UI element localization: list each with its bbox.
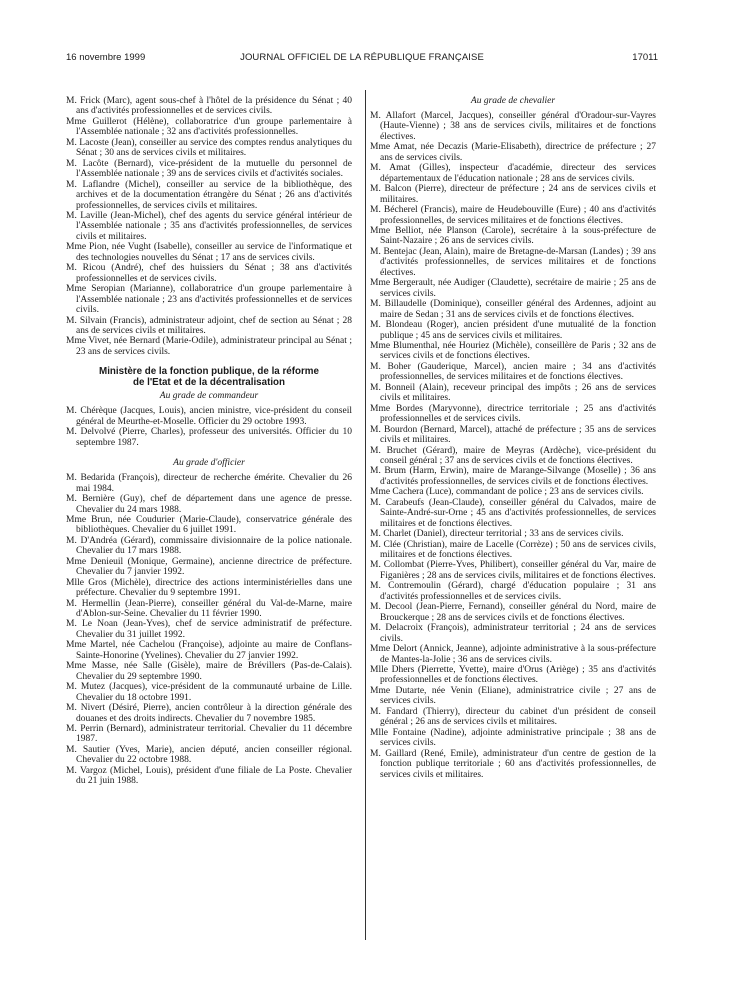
left-column [66, 96, 352, 787]
list-item: M. Amat (Gilles), inspecteur d'académie, directeur des services départementaux de l'éducation nationale ; 28 ans de services civils. [370, 163, 656, 184]
header-date: 16 novembre 1999 [66, 52, 146, 63]
list-item: M. Perrin (Bernard), administrateur territorial. Chevalier du 11 décembre 1987. [66, 724, 352, 745]
header-page-number: 17011 [632, 52, 658, 63]
list-item: Mme Brun, née Coudurier (Marie-Claude), conservatrice générale des bibliothèques. Chevalier du 6 juillet 1991. [66, 514, 352, 536]
list-item: Mme Pion, née Vught (Isabelle), conseiller au service de l'informatique et des technologies nouvelles du Sénat ; 17 ans de services civils. [66, 242, 352, 263]
entries-officier [66, 473, 352, 787]
list-item: Mme Vivet, née Bernard (Marie-Odile), administrateur principal au Sénat ; 23 ans de services civils. [66, 336, 352, 357]
list-item: M. Bécherel (Francis), maire de Heudebouville (Eure) ; 40 ans d'activités professionnelles, de services militaires et de fonctions électives. [370, 205, 656, 226]
list-item: M. Bruchet (Gérard), maire de Meyras (Ardèche), vice-président du conseil général ; 37 ans de services civils et de fonctions électives. [370, 445, 656, 466]
list-item: M. Decool (Jean-Pierre, Fernand), conseiller général du Nord, maire de Brouckerque ; 28 ans de services civils et de fonctions électives. [370, 602, 656, 623]
list-item: M. Bourdon (Bernard, Marcel), attaché de préfecture ; 35 ans de services civils et militaires. [370, 424, 656, 446]
list-item: M. Bernière (Guy), chef de département dans une agence de presse. Chevalier du 24 mars 1988. [66, 494, 352, 515]
list-item: M. Laville (Jean-Michel), chef des agents du service général intérieur de l'Assemblée nationale ; 35 ans d'activités professionnelles, de services civils et militaires. [66, 210, 352, 242]
list-item: M. Billaudelle (Dominique), conseiller général des Ardennes, adjoint au maire de Sedan ; 31 ans de services civils et de fonctions électives. [370, 299, 656, 320]
list-item: M. Collombat (Pierre-Yves, Philibert), conseiller général du Var, maire de Figanières ; 28 ans de services civils, militaires et de fonctions électives. [370, 560, 656, 581]
list-item: Mme Belliot, née Planson (Carole), secrétaire à la sous-préfecture de Saint-Nazaire ; 26 ans de services civils. [370, 225, 656, 247]
list-item: M. Silvain (Francis), administrateur adjoint, chef de section au Sénat ; 28 ans de services civils et militaires. [66, 315, 352, 336]
header-title: JOURNAL OFFICIEL DE LA RÉPUBLIQUE FRANÇAISE [240, 52, 484, 63]
list-item: M. Delvolvé (Pierre, Charles), professeur des universités. Officier du 10 septembre 1987. [66, 427, 352, 448]
list-item: M. Brum (Harm, Erwin), maire de Marange-Silvange (Moselle) ; 36 ans d'activités professionnelles, de services civils et de fonctions électives. [370, 466, 656, 487]
list-item: M. Mutez (Jacques), vice-président de la communauté urbaine de Lille. Chevalier du 18 octobre 1991. [66, 682, 352, 703]
grade-officier-heading: Au grade d'officier [173, 458, 245, 469]
entries-chevalier [370, 111, 656, 780]
list-item: Mme Cachera (Luce), commandant de police ; 23 ans de services civils. [370, 487, 644, 498]
list-item: M. Ricou (André), chef des huissiers du Sénat ; 38 ans d'activités professionnelles et de services civils. [66, 263, 352, 284]
list-item: M. Vargoz (Michel, Louis), président d'une filiale de La Poste. Chevalier du 21 juin 1988. [66, 765, 352, 787]
list-item: M. Nivert (Désiré, Pierre), ancien contrôleur à la direction générale des douanes et des droits indirects. Chevalier du 7 novembre 1985. [66, 703, 352, 724]
list-item: M. Allafort (Marcel, Jacques), conseiller général d'Oradour-sur-Vayres (Haute-Vienne) ; 38 ans de services civils, militaires et de fonctions électives. [370, 111, 656, 142]
entries-commandeur [66, 406, 352, 448]
list-item: M. Bentejac (Jean, Alain), maire de Bretagne-de-Marsan (Landes) ; 39 ans d'activités professionnelles, de services militaires et de fonctions électives. [370, 246, 656, 278]
list-item: M. Chérèque (Jacques, Louis), ancien ministre, vice-président du conseil général de Meurthe-et-Moselle. Officier du 29 octobre 1993. [66, 406, 352, 427]
list-item: M. Contremoulin (Gérard), chargé d'éducation populaire ; 31 ans d'activités professionnelles et de services civils. [370, 581, 656, 602]
list-item: Mlle Dhers (Pierrette, Yvette), maire d'Orus (Ariège) ; 35 ans d'activités professionnelles et de fonctions électives. [370, 665, 656, 686]
list-item: M. Hermellin (Jean-Pierre), conseiller général du Val-de-Marne, maire d'Ablon-sur-Seine. Chevalier du 11 février 1990. [66, 598, 352, 620]
list-item: M. Frick (Marc), agent sous-chef à l'hôtel de la présidence du Sénat ; 40 ans d'activités professionnelles et de services civils. [66, 96, 352, 117]
entries-assemblee-senat [66, 96, 352, 357]
list-item: Mme Denieuil (Monique, Germaine), ancienne directrice de préfecture. Chevalier du 7 janvier 1992. [66, 556, 352, 578]
list-item: M. Gaillard (René, Emile), administrateur d'un centre de gestion de la fonction publique territoriale ; 60 ans d'activités professionnelles, de services civils et militaires. [370, 748, 656, 780]
list-item: M. Bedarida (François), directeur de recherche émérite. Chevalier du 26 mai 1984. [66, 473, 352, 494]
list-item: Mme Seropian (Marianne), collaboratrice d'un groupe parlementaire à l'Assemblée nationale ; 23 ans d'activités professionnelles et de services civils. [66, 284, 352, 316]
list-item: M. Lacôte (Bernard), vice-président de la mutuelle du personnel de l'Assemblée nationale ; 39 ans de services civils et d'activités sociales. [66, 158, 352, 180]
list-item: M. Blondeau (Roger), ancien président d'une mutualité de la fonction publique ; 45 ans de services civils et militaires. [370, 320, 656, 341]
ministry-heading [66, 366, 352, 388]
list-item: M. Bonneil (Alain), receveur principal des impôts ; 26 ans de services civils et militaires. [370, 382, 656, 404]
list-item: Mme Guillerot (Hélène), collaboratrice d'un groupe parlementaire à l'Assemblée nationale ; 32 ans d'activités professionnelles. [66, 116, 352, 138]
list-item: M. D'Andréa (Gérard), commissaire divisionnaire de la police nationale. Chevalier du 17 mars 1988. [66, 535, 352, 557]
list-item: Mme Dutarte, née Venin (Eliane), administratrice civile ; 27 ans de services civils. [370, 685, 656, 707]
list-item: M. Sautier (Yves, Marie), ancien député, ancien conseiller régional. Chevalier du 22 octobre 1988. [66, 744, 352, 766]
list-item: M. Boher (Gauderique, Marcel), ancien maire ; 34 ans d'activités professionnelles, de services militaires et de fonctions électives. [370, 361, 656, 383]
right-column [370, 96, 656, 780]
column-divider [365, 90, 366, 940]
list-item: M. Fandard (Thierry), directeur du cabinet d'un président de conseil général ; 26 ans de services civils et militaires. [370, 706, 656, 728]
list-item: Mme Delort (Annick, Jeanne), adjointe administrative à la sous-préfecture de Mantes-la-Jolie ; 36 ans de services civils. [370, 644, 656, 665]
list-item: Mlle Fontaine (Nadine), adjointe administrative principale ; 38 ans de services civils. [370, 727, 656, 749]
list-item: M. Carabeufs (Jean-Claude), conseiller général du Calvados, maire de Sainte-André-sur-Orne ; 45 ans d'activités professionnelles, de services militaires et de fonctions électives. [370, 497, 656, 529]
ministry-heading-line1: Ministère de la fonction publique, de la réforme [99, 366, 319, 378]
grade-chevalier-heading: Au grade de chevalier [470, 96, 556, 106]
list-item: Mme Bergerault, née Audiger (Claudette), secrétaire de mairie ; 25 ans de services civils. [370, 278, 656, 299]
list-item: M. Le Noan (Jean-Yves), chef de service administratif de préfecture. Chevalier du 31 juillet 1992. [66, 619, 352, 640]
list-item: Mme Masse, née Salle (Gisèle), maire de Brévillers (Pas-de-Calais). Chevalier du 29 septembre 1990. [66, 661, 352, 682]
list-item: Mme Blumenthal, née Houriez (Michèle), conseillère de Paris ; 32 ans de services civils et de fonctions électives. [370, 340, 656, 362]
list-item: M. Clée (Christian), maire de Lacelle (Corrèze) ; 50 ans de services civils, militaires et de fonctions électives. [370, 539, 656, 561]
grade-commandeur-heading: Au grade de commandeur [159, 391, 259, 402]
list-item: M. Laflandre (Michel), conseiller au service de la bibliothèque, des archives et de la documentation étrangère du Sénat ; 26 ans d'activités professionnelles, de services civils et militaires. [66, 179, 352, 211]
list-item: Mme Bordes (Maryvonne), directrice territoriale ; 25 ans d'activités professionnelles et de services civils. [370, 403, 656, 425]
list-item: M. Lacoste (Jean), conseiller au service des comptes rendus analytiques du Sénat ; 30 ans de services civils et militaires. [66, 137, 352, 159]
list-item: M. Charlet (Daniel), directeur territorial ; 33 ans de services civils. [370, 529, 624, 540]
list-item: M. Delacroix (François), administrateur territorial ; 24 ans de services civils. [370, 623, 656, 644]
page-header [66, 52, 658, 66]
list-item: Mme Amat, née Decazis (Marie-Elisabeth), directrice de préfecture ; 27 ans de services civils. [370, 142, 656, 163]
list-item: M. Balcon (Pierre), directeur de préfecture ; 24 ans de services civils et militaires. [370, 184, 656, 205]
list-item: Mme Martel, née Cachelou (Françoise), adjointe au maire de Conflans-Sainte-Honorine (Yvelines). Chevalier du 27 janvier 1992. [66, 640, 352, 661]
list-item: Mlle Gros (Michèle), directrice des actions interministérielles dans une préfecture. Chevalier du 9 septembre 1991. [66, 577, 352, 599]
ministry-heading-line2: de l'Etat et de la décentralisation [132, 377, 286, 389]
